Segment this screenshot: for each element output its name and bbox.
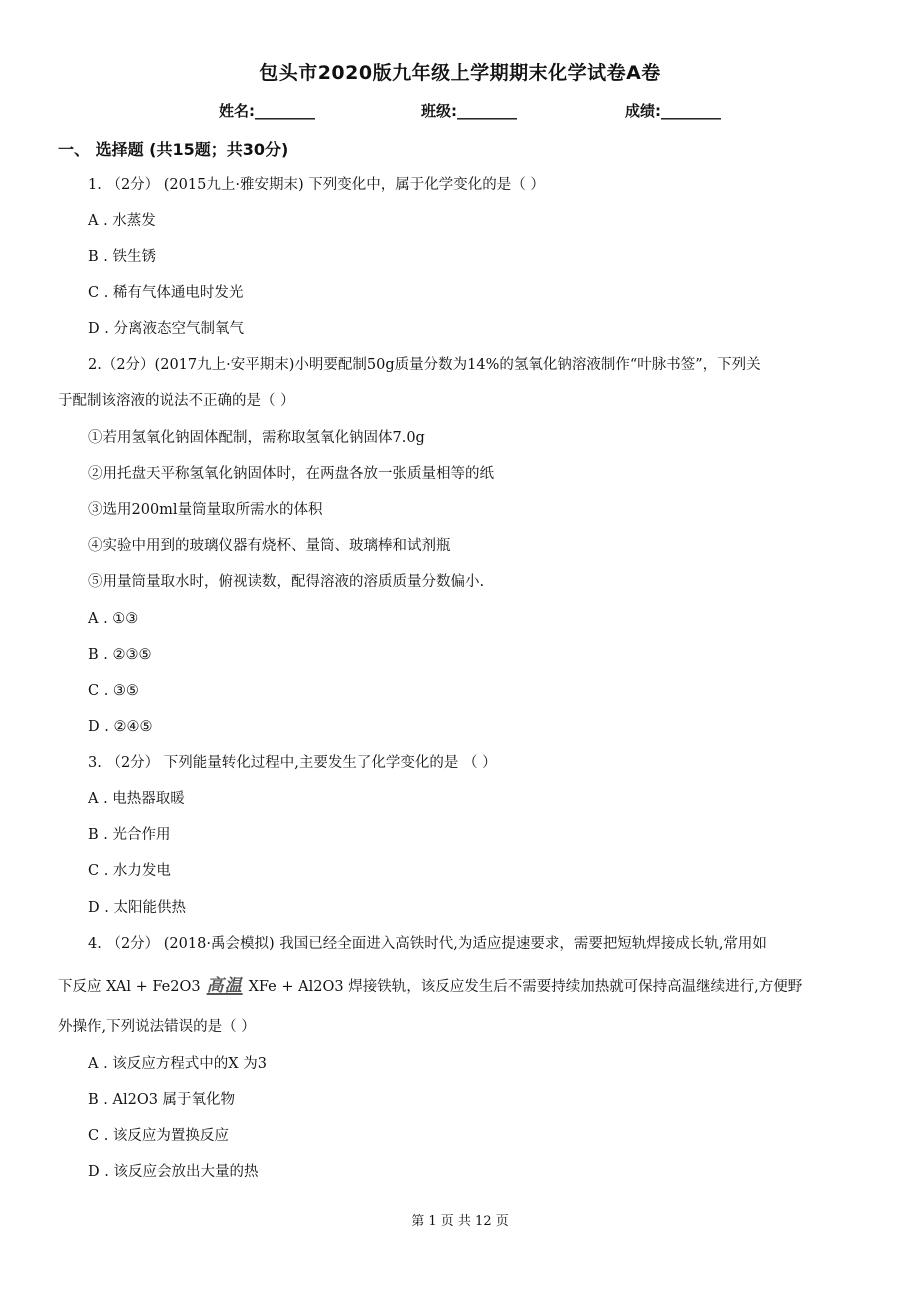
reaction-reactants: 下反应 XAl + Fe2O3 [58,979,201,995]
question-4-stem-line-2 [58,976,802,997]
question-2-statement-2: ②用托盘天平称氢氧化钠固体时，在两盘各放一张质量相等的纸 [88,466,494,482]
question-4-option-c: C . 该反应为置换反应 [88,1128,229,1144]
question-3-option-c: C . 水力发电 [88,863,171,879]
score-field-label: 成绩:________ [625,102,721,120]
question-3-option-b: B . 光合作用 [88,827,171,843]
question-2-option-d: D . ②④⑤ [88,719,153,735]
question-2-option-b: B . ②③⑤ [88,647,152,663]
question-1-option-d: D . 分离液态空气制氧气 [88,321,244,337]
question-2-stem-line-2: 于配制该溶液的说法不正确的是（ ） [58,393,295,409]
reaction-products-text: XFe + Al2O3 焊接铁轨，该反应发生后不需要持续加热就可保持高温继续进行,方便野 [248,979,803,995]
question-2-statement-4: ④实验中用到的玻璃仪器有烧杯、量筒、玻璃棒和试剂瓶 [88,538,451,554]
question-2-option-c: C . ③⑤ [88,683,139,699]
question-1-option-b: B . 铁生锈 [88,249,156,265]
name-field-label: 姓名:________ [219,102,315,120]
question-4-stem-line-1: 4. （2分） (2018·禹会模拟) 我国已经全面进入高铁时代,为适应提速要求，需要把短轨焊接成长轨,常用如 [88,936,767,952]
question-1-option-c: C . 稀有气体通电时发光 [88,285,244,301]
question-2-statement-1: ①若用氢氧化钠固体配制，需称取氢氧化钠固体7.0g [88,430,425,446]
question-4-stem-line-3: 外操作,下列说法错误的是（ ） [58,1019,256,1035]
question-3-option-a: A . 电热器取暖 [88,791,185,807]
question-3-option-d: D . 太阳能供热 [88,900,186,916]
question-2-option-a: A . ①③ [88,611,139,627]
question-4-option-a: A . 该反应方程式中的X 为3 [88,1056,267,1072]
question-3-stem: 3. （2分） 下列能量转化过程中,主要发生了化学变化的是 （ ） [88,755,497,771]
question-2-stem-line-1: 2.（2分）(2017九上·安平期末)小明要配制50g质量分数为14%的氢氧化钠溶液制作“叶脉书签”，下列关 [88,357,761,373]
question-1-stem: 1. （2分） (2015九上·雅安期末) 下列变化中，属于化学变化的是（ ） [88,177,545,193]
class-field-label: 班级:________ [421,102,517,120]
question-4-option-b: B . Al2O3 属于氧化物 [88,1092,236,1108]
section-heading: 一、 选择题 (共15题；共30分) [58,140,289,159]
exam-title: 包头市2020版九年级上学期期末化学试卷A卷 [259,62,661,84]
question-4-option-d: D . 该反应会放出大量的热 [88,1164,259,1180]
question-2-statement-5: ⑤用量筒量取水时，俯视读数，配得溶液的溶质质量分数偏小. [88,574,485,590]
page-footer: 第 1 页 共 12 页 [411,1214,509,1229]
question-2-statement-3: ③选用200ml量筒量取所需水的体积 [88,502,323,518]
question-1-option-a: A . 水蒸发 [88,213,156,229]
high-temperature-condition: 高温 [206,976,243,996]
